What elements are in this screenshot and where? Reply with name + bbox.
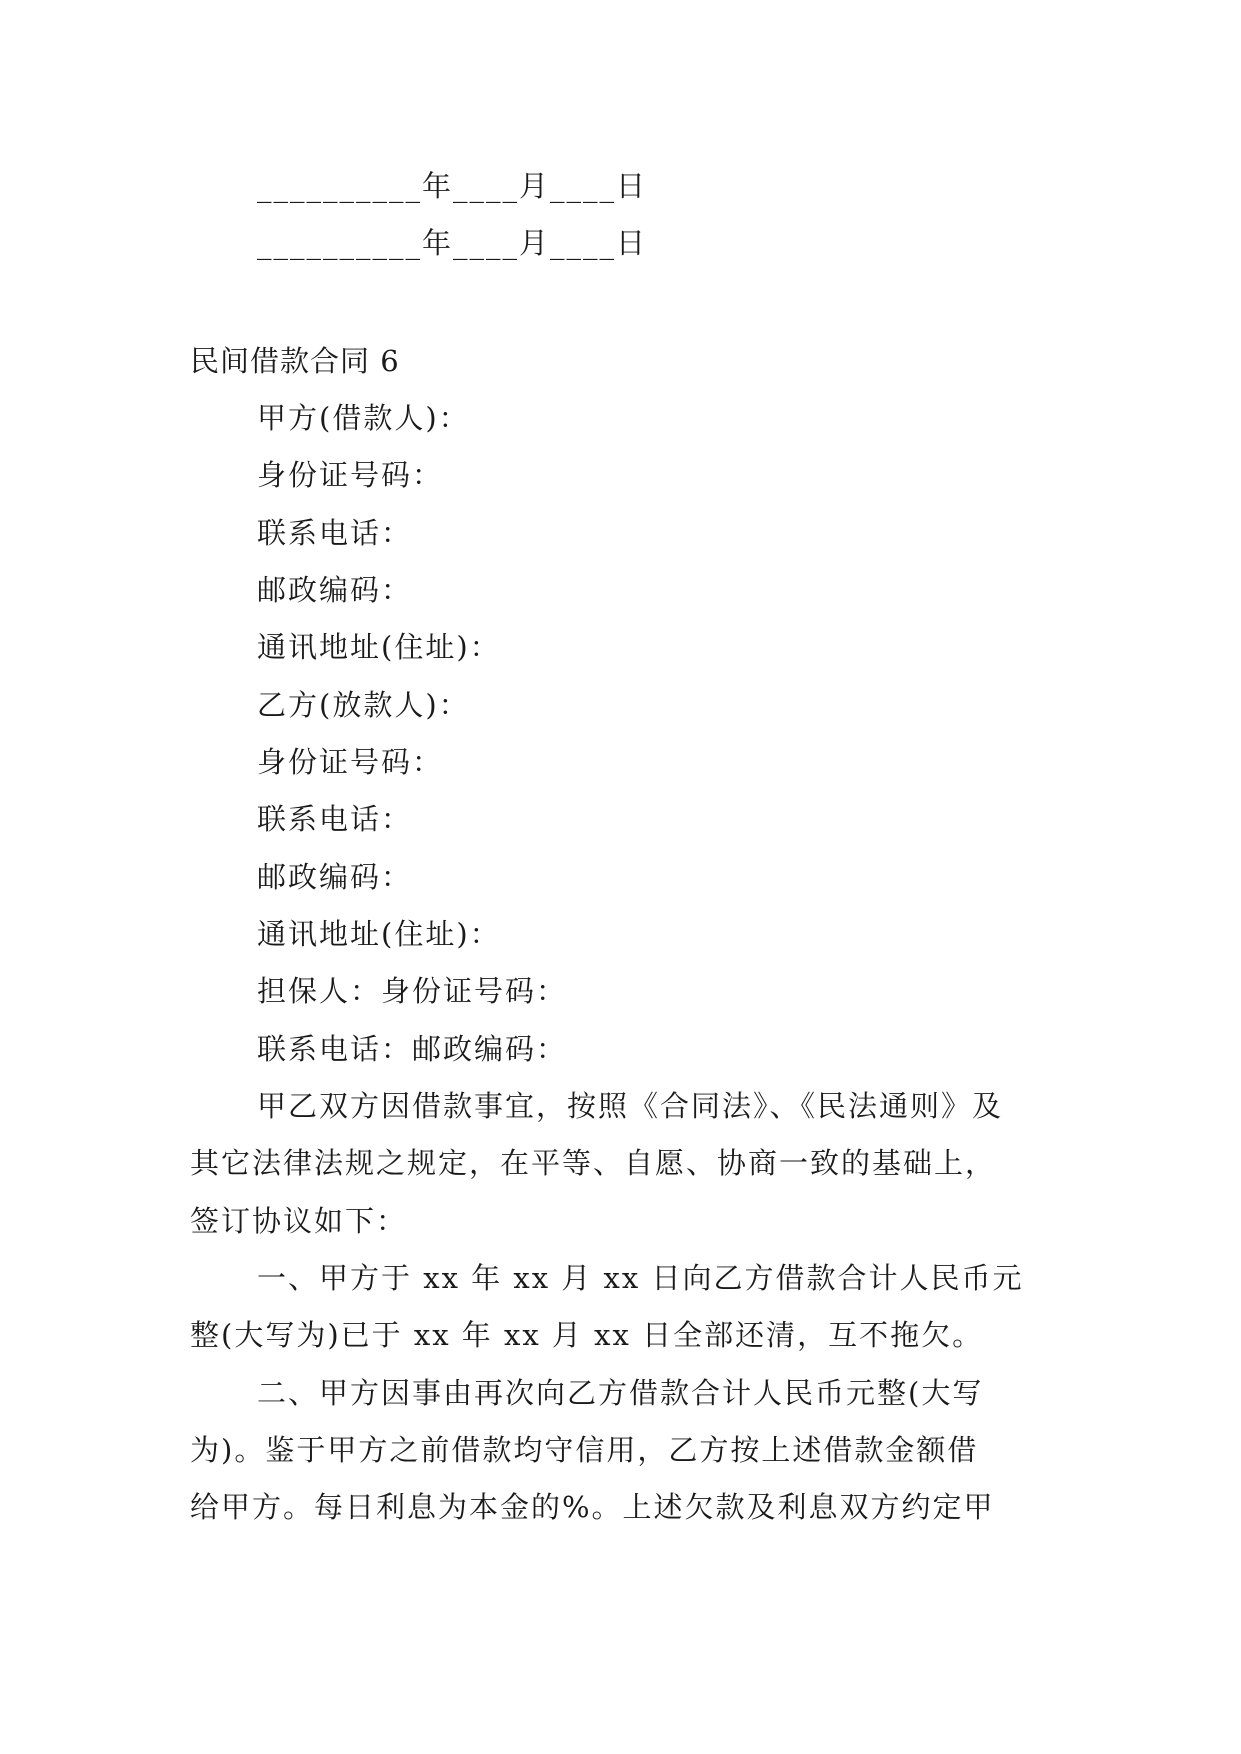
date-line-1: __________年____月____日 <box>257 169 648 203</box>
clause-1-line-1: 一、甲方于 xx 年 xx 月 xx 日向乙方借款合计人民币元 <box>257 1261 1024 1295</box>
clause-2-line-2: 为)。鉴于甲方之前借款均守信用，乙方按上述借款金额借 <box>190 1433 979 1467</box>
paragraph-1-line-2: 其它法律法规之规定，在平等、自愿、协商一致的基础上， <box>190 1146 997 1180</box>
party-b-address: 通讯地址(住址)： <box>257 917 501 951</box>
party-b-label: 乙方(放款人)： <box>257 688 470 722</box>
party-b-id-number: 身份证号码： <box>257 745 444 779</box>
document-title: 民间借款合同 6 <box>190 344 400 378</box>
party-a-postcode: 邮政编码： <box>257 573 413 607</box>
clause-2-line-3: 给甲方。每日利息为本金的%。上述欠款及利息双方约定甲 <box>190 1490 995 1524</box>
clause-2-line-1: 二、甲方因事由再次向乙方借款合计人民币元整(大写 <box>257 1376 984 1410</box>
paragraph-1-line-1: 甲乙双方因借款事宜，按照《合同法》、《民法通则》及 <box>257 1089 1004 1123</box>
guarantor-contact-line: 联系电话：邮政编码： <box>257 1032 568 1066</box>
party-a-id-number: 身份证号码： <box>257 458 444 492</box>
clause-1-line-2: 整(大写为)已于 xx 年 xx 月 xx 日全部还清，互不拖欠。 <box>190 1318 984 1352</box>
party-b-postcode: 邮政编码： <box>257 860 413 894</box>
guarantor-id-line: 担保人：身份证号码： <box>257 974 568 1008</box>
paragraph-1-line-3: 签订协议如下： <box>190 1204 408 1238</box>
party-a-label: 甲方(借款人)： <box>257 401 470 435</box>
party-b-phone: 联系电话： <box>257 802 413 836</box>
party-a-phone: 联系电话： <box>257 516 413 550</box>
date-line-2: __________年____月____日 <box>257 226 648 260</box>
party-a-address: 通讯地址(住址)： <box>257 630 501 664</box>
